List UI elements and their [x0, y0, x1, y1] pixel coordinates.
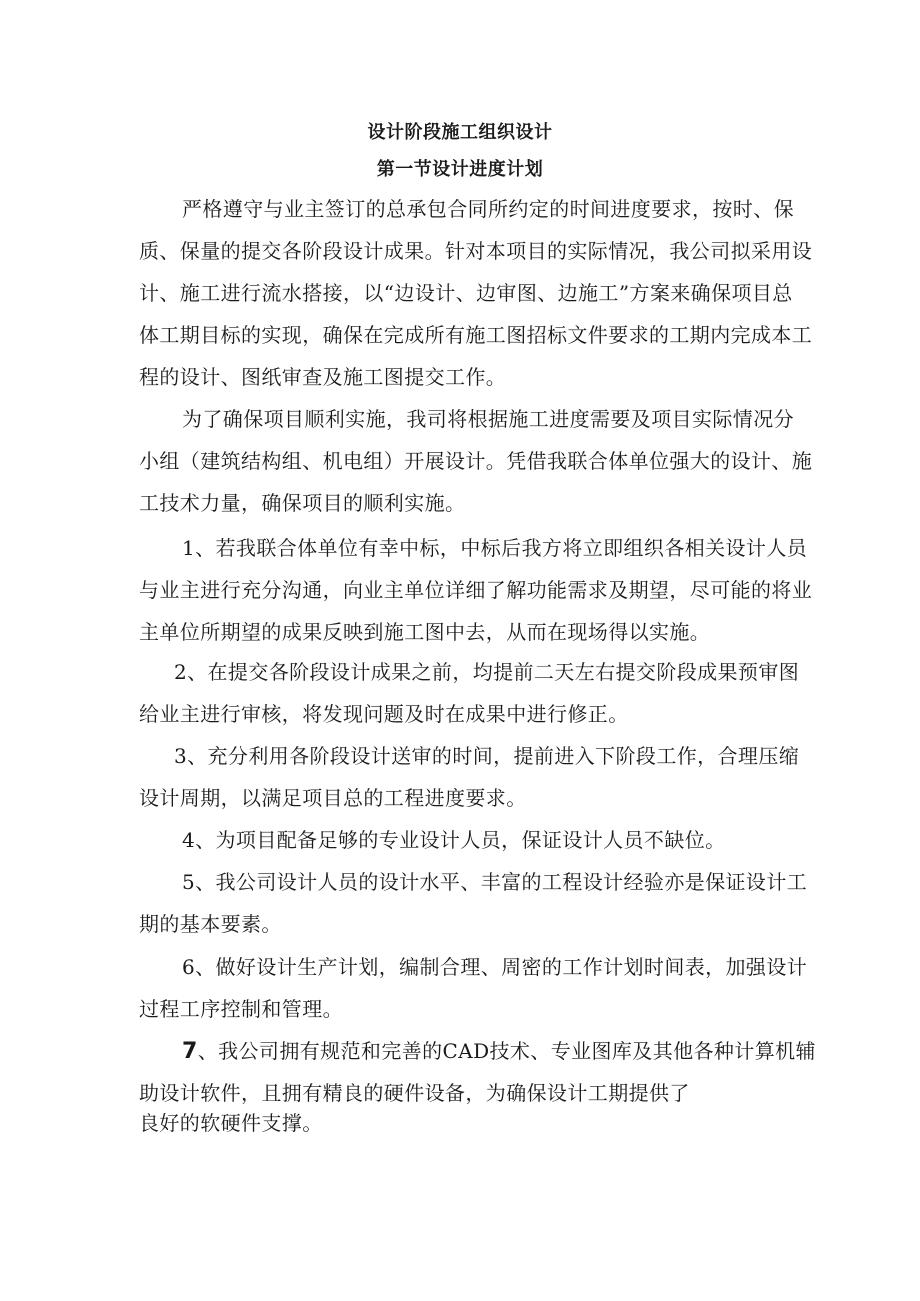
paragraph-1-line-5: 程的设计、图纸审查及施工图提交工作。 [139, 365, 507, 389]
item-7-line-3: 良好的软硬件支撑。 [139, 1111, 323, 1135]
item-4-line-1: 4、为项目配备足够的专业设计人员，保证设计人员不缺位。 [182, 828, 726, 852]
item-7-line-2: 助设计软件，且拥有精良的硬件设备，为确保设计工期提供了 [139, 1081, 690, 1105]
paragraph-2-line-2: 小组（建筑结构组、机电组）开展设计。凭借我联合体单位强大的设计、施 [139, 449, 813, 473]
item-7-line-1-text: 、我公司拥有规范和完善的CAD技术、专业图库及其他各种计算机辅 [197, 1039, 816, 1063]
item-1-line-3: 主单位所期望的成果反映到施工图中去，从而在现场得以实施。 [139, 620, 711, 644]
paragraph-1-line-3: 计、施工进行流水搭接，以“边设计、边审图、边施工”方案来确保项目总 [139, 281, 793, 305]
item-2-line-2: 给业主进行审核，将发现问题及时在成果中进行修正。 [139, 702, 629, 726]
item-2-line-1: 2、在提交各阶段设计成果之前，均提前二天左右提交阶段成果预审图 [174, 660, 800, 684]
item-7-number: 7 [182, 1039, 198, 1064]
paragraph-1-line-2: 质、保量的提交各阶段设计成果。针对本项目的实际情况，我公司拟采用设 [139, 239, 813, 263]
item-6-line-2: 过程工序控制和管理。 [139, 997, 343, 1021]
item-5-line-1: 5、我公司设计人员的设计水平、丰富的工程设计经验亦是保证设计工 [182, 870, 808, 894]
item-7-line-1 [182, 1037, 816, 1066]
paragraph-2-line-3: 工技术力量，确保项目的顺利实施。 [139, 491, 466, 515]
item-3-line-2: 设计周期，以满足项目总的工程进度要求。 [139, 786, 527, 810]
item-1-line-2: 与业主进行充分沟通，向业主单位详细了解功能需求及期望，尽可能的将业 [139, 578, 813, 602]
item-1-line-1: 1、若我联合体单位有幸中标，中标后我方将立即组织各相关设计人员 [182, 536, 808, 560]
paragraph-2-line-1: 为了确保项目顺利实施，我司将根据施工进度需要及项目实际情况分 [182, 407, 794, 431]
paragraph-1-line-4: 体工期目标的实现，确保在完成所有施工图招标文件要求的工期内完成本工 [139, 323, 813, 347]
document-title: 设计阶段施工组织设计 [367, 122, 553, 143]
item-3-line-1: 3、充分利用各阶段设计送审的时间，提前进入下阶段工作，合理压缩 [174, 744, 800, 768]
item-6-line-1: 6、做好设计生产计划，编制合理、周密的工作计划时间表，加强设计 [182, 955, 808, 979]
item-5-line-2: 期的基本要素。 [139, 912, 282, 936]
paragraph-1-line-1: 严格遵守与业主签订的总承包合同所约定的时间进度要求，按时、保 [182, 197, 794, 221]
section-title: 第一节设计进度计划 [376, 159, 544, 180]
